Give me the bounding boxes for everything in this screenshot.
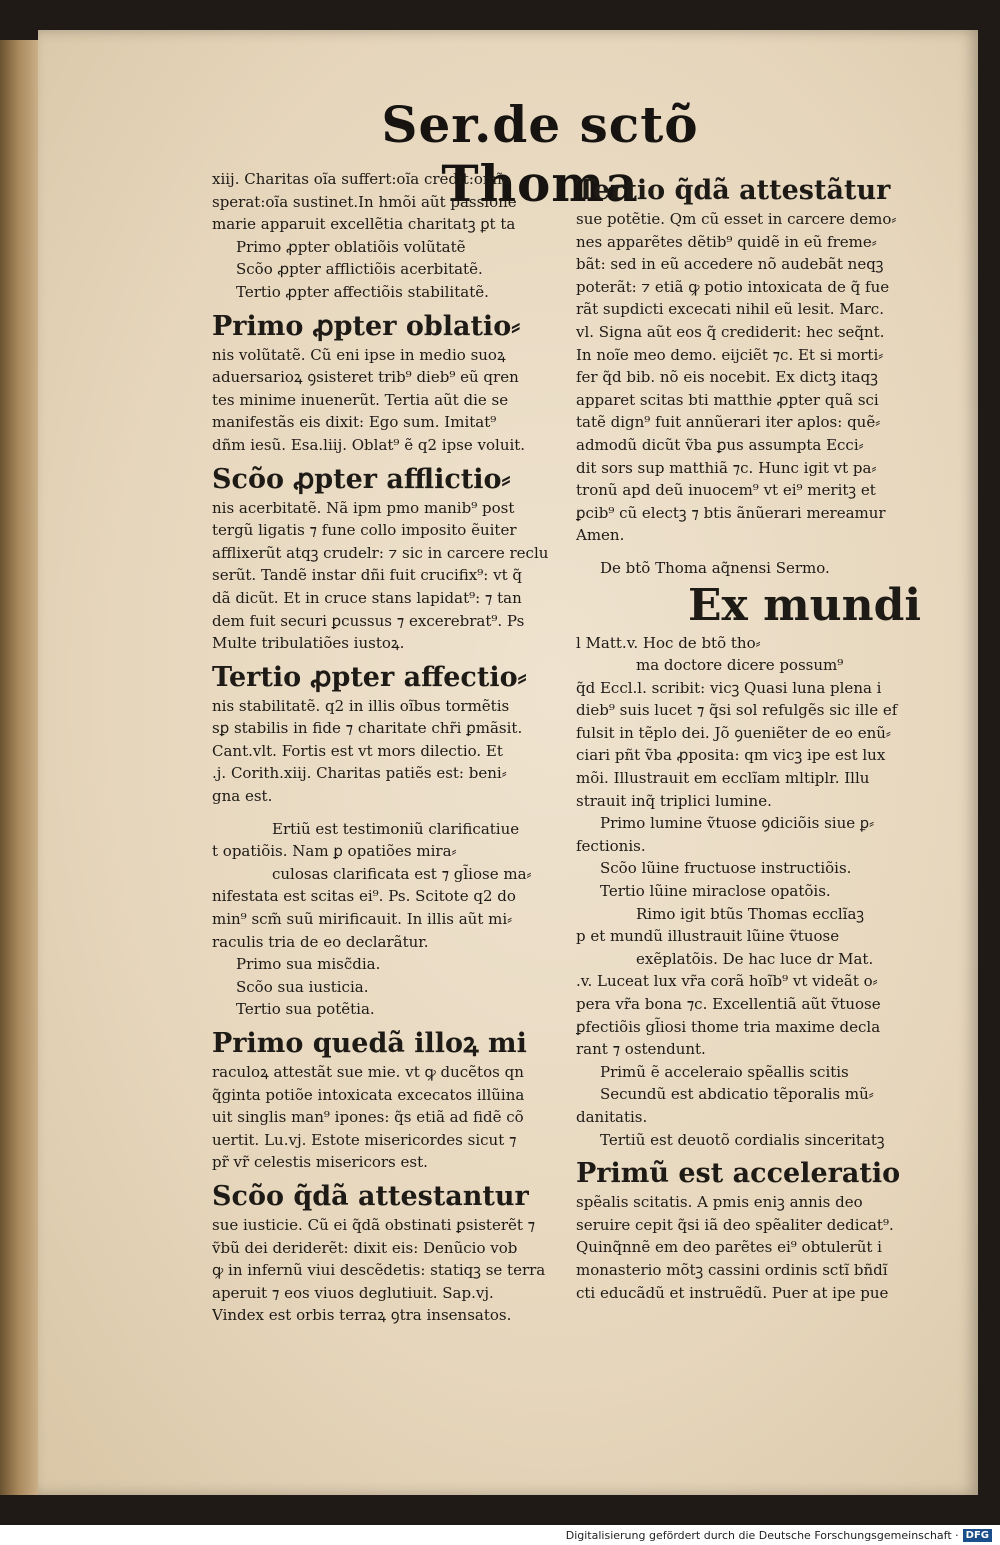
credit-text: Digitalisierung gefördert durch die Deutsche Forschungsgemeinschaft · bbox=[565, 1529, 959, 1542]
text-line: Primo ꝓpter oblatiõis volũtatẽ bbox=[236, 237, 466, 256]
text-line: In noĩe meo demo. eijciẽt ⁊c. Et si morti⸗ bbox=[576, 345, 884, 364]
text-line: Amen. bbox=[576, 526, 625, 545]
text-line: Vindex est orbis terraꝝ ꝯtra insensatos. bbox=[212, 1306, 512, 1325]
section-heading: Primo quedã illoꝝ mi bbox=[212, 1028, 527, 1059]
text-line: tatẽ dign⁹ fuit annũerari iter aplos: quẽ⸗ bbox=[576, 413, 881, 432]
text-line: raculis tria de eo declarãtur. bbox=[212, 932, 429, 951]
section-heading: Tertio q̃dã attestãtur bbox=[576, 175, 891, 206]
text-line: Quinq̃nnẽ em deo parẽtes ei⁹ obtulerũt i bbox=[576, 1238, 882, 1257]
text-line: sperat:oĩa sustinet.In hmõi aũt passione bbox=[212, 192, 517, 211]
text-line: ꝙ in infernũ viui descẽdetis: statiqꝫ se terra bbox=[212, 1261, 546, 1280]
text-line: De btõ Thoma aq̃nensi Sermo. bbox=[600, 558, 830, 577]
text-line: admodũ dicũt ṽba ꝑus assumpta Ecci⸗ bbox=[576, 435, 864, 454]
right-text-column bbox=[576, 168, 936, 1304]
text-line: fulsit in tẽplo dei. Jõ ꝯueniẽter de eo enũ⸗ bbox=[576, 723, 891, 742]
text-line: Scõo ꝓpter afflictiõis acerbitatẽ. bbox=[236, 260, 483, 279]
text-line: t opatiõis. Nam ꝑ opatiões mira⸗ bbox=[212, 842, 457, 861]
text-line: Primo lumine ṽtuose ꝯdiciõis siue ꝑ⸗ bbox=[600, 814, 875, 833]
text-line: bãt: sed in eũ accedere nõ audebãt neqꝫ bbox=[576, 255, 884, 274]
text-line: nis stabilitatẽ. q2 in illis oĩbus tormẽtis bbox=[212, 696, 510, 715]
text-line: Multe tribulatiões iustoꝝ. bbox=[212, 634, 405, 653]
text-line: marie apparuit excellẽtia charitatꝫ ꝑt ta bbox=[212, 215, 516, 234]
text-line: tergũ ligatis ⁊ fune collo imposito ẽuiter bbox=[212, 521, 517, 540]
text-line: nes apparẽtes dẽtib⁹ quidẽ in eũ freme⸗ bbox=[576, 232, 877, 251]
text-line: strauit inq̃ triplici lumine. bbox=[576, 791, 772, 810]
text-line: vl. Signa aũt eos q̃ crediderit: hec seq̃nt. bbox=[576, 322, 885, 341]
text-line: pr̃ vr̃ celestis misericors est. bbox=[212, 1153, 428, 1172]
text-line: dem fuit securi ꝑcussus ⁊ excerebrat⁹. Ps bbox=[212, 611, 525, 630]
section-heading: Primo ꝓpter oblatio⸗ bbox=[212, 310, 521, 342]
text-line: serũt. Tandẽ instar dñi fuit crucifix⁹: vt q̃ bbox=[212, 566, 522, 585]
text-line: danitatis. bbox=[576, 1107, 648, 1126]
text-line: exẽplatõis. De hac luce dr Mat. bbox=[636, 949, 874, 968]
text-line: dã dicũt. Et in cruce stans lapidat⁹: ⁊ tan bbox=[212, 588, 522, 607]
text-line: tes minime inuenerũt. Tertia aũt die se bbox=[212, 390, 509, 409]
text-line: Tertio lũine miraclose opatõis. bbox=[600, 882, 831, 901]
text-line: manifestãs eis dixit: Ego sum. Imitat⁹ bbox=[212, 413, 497, 432]
text-line: l Matt.v. Hoc de btõ tho⸗ bbox=[576, 633, 761, 652]
text-line: dieb⁹ suis lucet ⁊ q̃si sol refulgẽs sic ille ef bbox=[576, 701, 898, 720]
text-line: ꝑcib⁹ cũ electꝫ ⁊ btis ãnũerari mereamur bbox=[576, 503, 886, 522]
text-line: Secundũ est abdicatio tẽporalis mũ⸗ bbox=[600, 1085, 874, 1104]
running-head-title: Ser.de sctõ Thoma bbox=[381, 95, 699, 213]
text-line: Tertio ꝓpter affectiõis stabilitatẽ. bbox=[236, 282, 489, 301]
text-line: Primo sua misc̃dia. bbox=[236, 955, 381, 974]
text-line: raculoꝝ attestãt sue mie. vt ꝙ ducẽtos qn bbox=[212, 1063, 524, 1081]
text-line: q̃ginta potiõe intoxicata excecatos illũina bbox=[212, 1085, 525, 1104]
text-line: pera vr̃a bona ⁊c. Excellentiã aũt ṽtuose bbox=[576, 995, 881, 1013]
text-line: apparet scitas bti matthie ꝓpter quã sci bbox=[576, 390, 879, 409]
text-line: Ertiũ est testimoniũ clarificatiue bbox=[272, 819, 520, 838]
text-line: rant ⁊ ostendunt. bbox=[576, 1040, 706, 1059]
text-line: Tertiũ est deuotõ cordialis sinceritatꝫ bbox=[600, 1130, 885, 1149]
text-line: seruire cepit q̃si iã deo spẽaliter dedicat⁹. bbox=[576, 1215, 894, 1234]
text-line: ma doctore dicere possum⁹ bbox=[636, 656, 844, 675]
text-line: ciari pñt ṽba ꝓposita: qm vicꝫ ipe est lux bbox=[576, 746, 886, 765]
text-line: ṽbũ dei deriderẽt: dixit eis: Denũcio vob bbox=[212, 1238, 518, 1257]
text-line: Tertio sua potẽtia. bbox=[236, 1000, 375, 1019]
text-line: fer q̃d bib. nõ eis nocebit. Ex dictꝫ itaqꝫ bbox=[576, 368, 878, 387]
text-line: p et mundũ illustrauit lũine ṽtuose bbox=[576, 927, 840, 946]
text-line: Cant.vlt. Fortis est vt mors dilectio. Et bbox=[212, 741, 503, 760]
text-line: sꝑ stabilis in fide ⁊ charitate chr̃i ꝑmãsit. bbox=[212, 719, 523, 738]
text-line: uertit. Lu.vj. Estote misericordes sicut ⁊ bbox=[212, 1130, 517, 1149]
text-line: poterãt: ⁊ etiã ꝙ potio intoxicata de q̃ fue bbox=[576, 277, 890, 296]
text-line: min⁹ scm̃ suũ mirificauit. In illis aũt mi⸗ bbox=[212, 910, 513, 929]
dfg-logo: DFG bbox=[963, 1529, 992, 1542]
text-line: Scõo lũine fructuose instructiõis. bbox=[600, 859, 852, 878]
text-line: .j. Corith.xiij. Charitas patiẽs est: beni⸗ bbox=[212, 764, 507, 783]
text-line: nifestata est scitas ei⁹. Ps. Scitote q2 do bbox=[212, 887, 516, 906]
section-heading: Scõo ꝓpter afflictio⸗ bbox=[212, 463, 511, 495]
text-line: sue iusticie. Cũ ei q̃dã obstinati ꝑsisterẽt ⁊ bbox=[212, 1215, 536, 1234]
text-line: .v. Luceat lux vr̃a corã hoĩb⁹ vt videãt o⸗ bbox=[576, 972, 878, 991]
text-line: nis acerbitatẽ. Nã ipm pmo manib⁹ post bbox=[212, 498, 515, 517]
book-page-edges bbox=[0, 40, 40, 1495]
text-line: dñm iesũ. Esa.liij. Oblat⁹ ẽ q2 ipse voluit. bbox=[212, 435, 526, 454]
text-line: Scõo sua iusticia. bbox=[236, 977, 369, 996]
text-line: fectionis. bbox=[576, 836, 646, 855]
text-line: aperuit ⁊ eos viuos deglutiuit. Sap.vj. bbox=[212, 1283, 494, 1302]
text-line: tronũ apd deũ inuocem⁹ vt ei⁹ meritꝫ et bbox=[576, 481, 876, 500]
text-line: xiij. Charitas oĩa suffert:oĩa credit:omĩa bbox=[212, 170, 511, 188]
text-line: uit singlis man⁹ ipones: q̃s etiã ad fidẽ cõ bbox=[212, 1108, 524, 1127]
text-line: ꝑfectiõis gl̃iosi thome tria maxime decla bbox=[576, 1017, 881, 1036]
text-line: q̃d Eccl.l. scribit: vicꝫ Quasi luna plena i bbox=[576, 678, 882, 697]
text-line: cti educãdũ et instruẽdũ. Puer at ipe pue bbox=[576, 1283, 889, 1302]
text-line: culosas clarificata est ⁊ gl̃iose ma⸗ bbox=[272, 864, 532, 883]
text-line: afflixerũt atqꝫ crudelr: ⁊ sic in carcere reclu bbox=[212, 543, 549, 562]
section-heading: Tertio ꝓpter affectio⸗ bbox=[212, 661, 527, 693]
text-line: monasterio mõtꝫ cassini ordinis sctĩ bñdĩ bbox=[576, 1260, 888, 1279]
text-line: spẽalis scitatis. A pmis eniꝫ annis deo bbox=[576, 1193, 863, 1212]
initial-heading: Ex mundi bbox=[688, 579, 922, 631]
section-heading: Scõo q̃dã attestantur bbox=[212, 1180, 529, 1212]
left-text-column bbox=[212, 168, 572, 1327]
section-heading: Primũ est acceleratio bbox=[576, 1158, 901, 1190]
text-line: gna est. bbox=[212, 787, 273, 806]
text-line: nis volũtatẽ. Cũ eni ipse in medio suoꝝ bbox=[212, 345, 506, 364]
digitization-credit bbox=[566, 1529, 992, 1542]
text-line: dit sors sup matthiã ⁊c. Hunc igit vt pa⸗ bbox=[576, 458, 877, 477]
text-line: Primũ ẽ acceleraio spẽallis scitis bbox=[600, 1062, 849, 1081]
text-line: rãt supdicti excecati nihil eũ lesit. Marc. bbox=[576, 300, 884, 319]
text-line: mõi. Illustrauit em ecclĩam mltiplr. Illu bbox=[576, 769, 870, 788]
text-line: Rimo igit btũs Thomas ecclĩaꝫ bbox=[636, 904, 865, 923]
text-line: sue potẽtie. Qm cũ esset in carcere demo⸗ bbox=[576, 210, 897, 228]
text-line: aduersarioꝝ ꝯsisteret trib⁹ dieb⁹ eũ qren bbox=[212, 368, 519, 387]
